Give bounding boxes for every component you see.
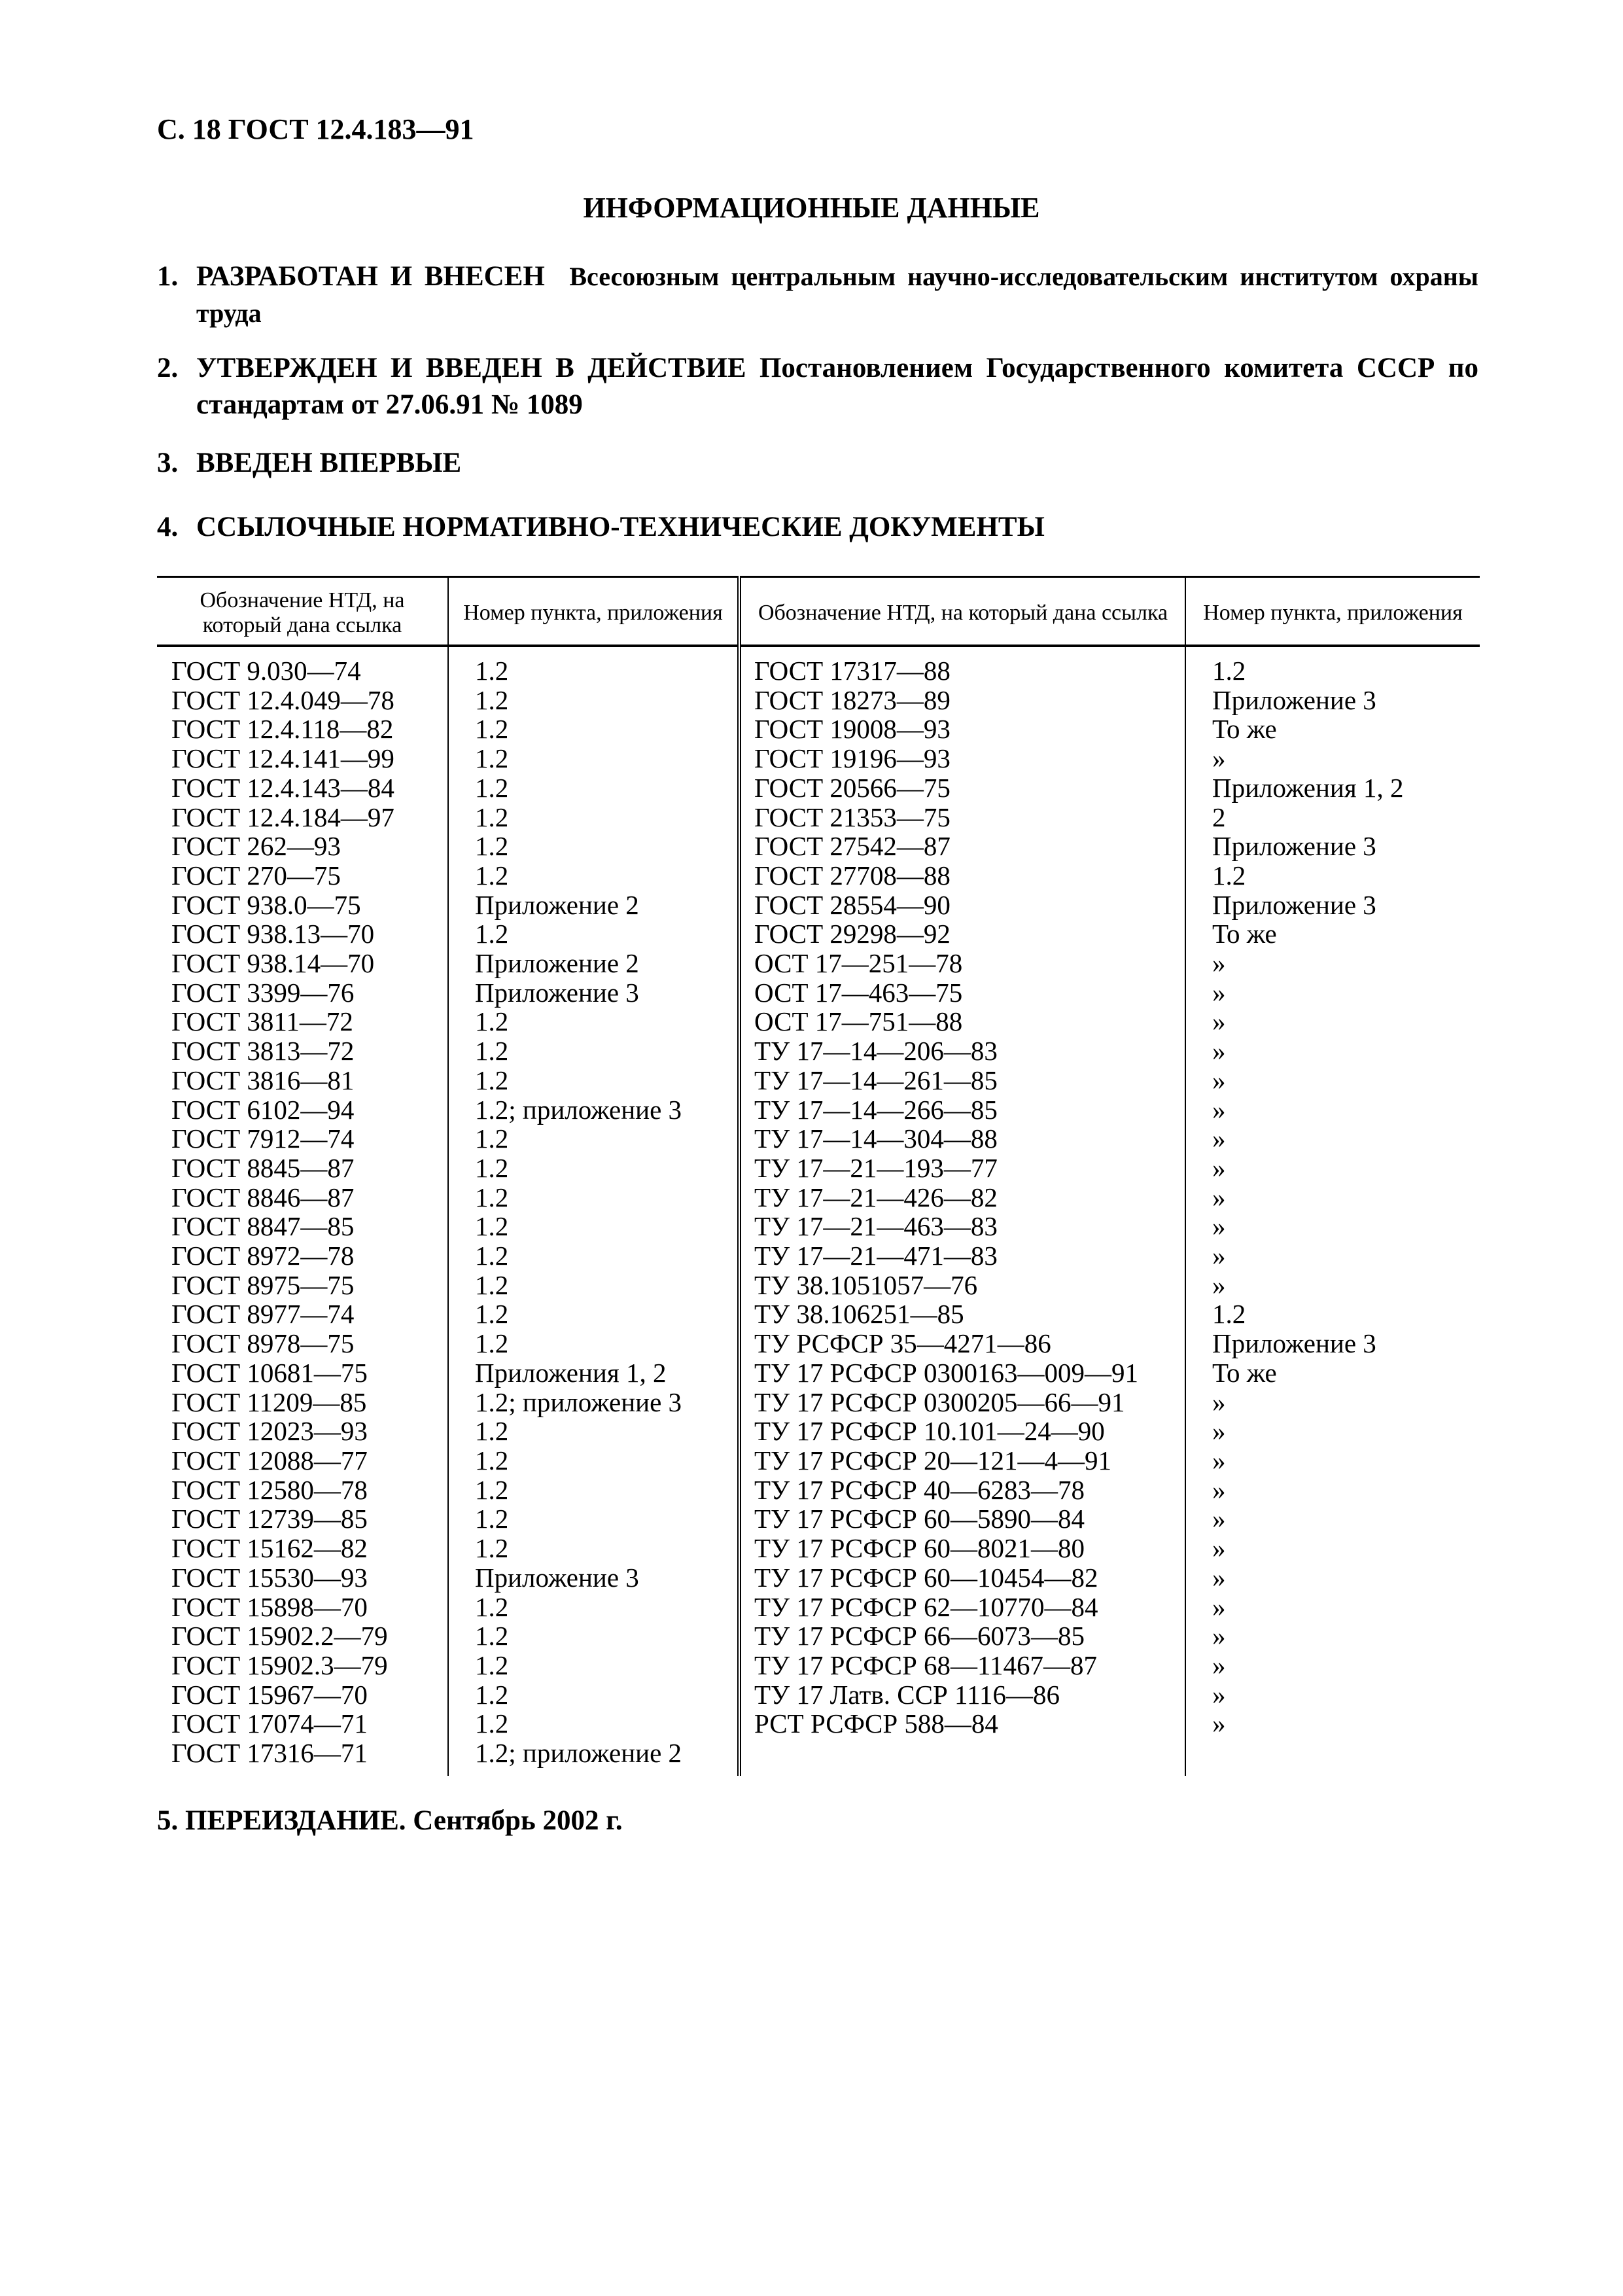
clause-cell: » [1185, 744, 1480, 773]
clause-cell: » [1185, 1066, 1480, 1095]
clause-cell: » [1185, 1183, 1480, 1212]
item-body [196, 445, 1478, 482]
ntd-cell: ТУ РСФСР 35—4271—86 [739, 1329, 1185, 1358]
table-row [157, 1095, 1480, 1125]
ntd-cell: ГОСТ 8975—75 [171, 1269, 355, 1300]
clause-cell: То же [1185, 715, 1480, 744]
item-number: 3. [157, 448, 179, 478]
clause-cell: » [1185, 1007, 1480, 1036]
ntd-cell [739, 1739, 1185, 1776]
ntd-cell: ГОСТ 938.14—70 [171, 948, 375, 979]
header-clause-left: Номер пункта, приложения [448, 577, 739, 646]
clause-cell: » [1185, 1417, 1480, 1446]
table-header-row [157, 577, 1480, 646]
table-row [157, 1183, 1480, 1212]
clause-cell: » [1185, 978, 1480, 1008]
ntd-cell: ТУ 17 РСФСР 0300163—009—91 [739, 1358, 1185, 1388]
ntd-cell: ТУ 17—21—471—83 [739, 1241, 1185, 1271]
ntd-cell: ТУ 17—14—206—83 [739, 1036, 1185, 1066]
clause-cell: 1.2 [448, 1036, 739, 1066]
ntd-cell: ГОСТ 8978—75 [171, 1328, 355, 1359]
table-row [157, 1651, 1480, 1680]
clause-cell: » [1185, 1271, 1480, 1300]
clause-cell: » [1185, 1504, 1480, 1534]
item-1 [157, 258, 1478, 332]
ntd-cell: ГОСТ 15162—82 [171, 1533, 368, 1564]
ntd-cell: ГОСТ 270—75 [171, 860, 341, 891]
table-row [157, 891, 1480, 920]
item-number: 2. [157, 353, 179, 383]
ntd-cell: ГОСТ 29298—92 [739, 919, 1185, 949]
clause-cell: » [1185, 949, 1480, 978]
table-row [157, 1709, 1480, 1739]
item-number: 1. [157, 261, 179, 292]
clause-cell: » [1185, 1241, 1480, 1271]
ntd-cell: ОСТ 17—751—88 [739, 1007, 1185, 1036]
clause-cell: 1.2 [448, 1504, 739, 1534]
clause-cell: 1.2 [448, 1241, 739, 1271]
ntd-cell: ГОСТ 12088—77 [171, 1445, 368, 1475]
clause-cell: 1.2 [448, 1534, 739, 1563]
table-row [157, 1299, 1480, 1329]
table-row [157, 1621, 1480, 1651]
clause-cell: » [1185, 1212, 1480, 1241]
ntd-cell: ГОСТ 17074—71 [171, 1708, 368, 1739]
page-header: С. 18 ГОСТ 12.4.183—91 [157, 113, 474, 145]
clause-cell: 1.2 [448, 1124, 739, 1154]
clause-cell: 1.2 [448, 686, 739, 715]
table-row [157, 1154, 1480, 1183]
clause-cell: Приложение 3 [1185, 832, 1480, 861]
ntd-cell: ГОСТ 15898—70 [171, 1591, 368, 1622]
table-row [157, 1680, 1480, 1710]
clause-cell: 1.2 [448, 1299, 739, 1329]
clause-cell: » [1185, 1709, 1480, 1739]
clause-cell: 1.2 [448, 1271, 739, 1300]
clause-cell: Приложения 1, 2 [448, 1358, 739, 1388]
ntd-cell: РСТ РСФСР 588—84 [739, 1709, 1185, 1739]
clause-cell: 1.2 [448, 803, 739, 832]
clause-cell: 1.2 [448, 1183, 739, 1212]
table-row [157, 1563, 1480, 1593]
ntd-cell: ГОСТ 12023—93 [171, 1416, 368, 1447]
clause-cell: 1.2 [448, 773, 739, 803]
ntd-cell: ТУ 17—14—304—88 [739, 1124, 1185, 1154]
ntd-cell: ГОСТ 12739—85 [171, 1504, 368, 1534]
clause-cell: То же [1185, 919, 1480, 949]
item-3 [157, 445, 1478, 482]
table-row [157, 1446, 1480, 1475]
clause-cell: 1.2 [448, 646, 739, 686]
ntd-cell: ГОСТ 3811—72 [171, 1006, 353, 1037]
ntd-cell: ГОСТ 17317—88 [739, 646, 1185, 686]
table-row [157, 949, 1480, 978]
ntd-cell: ТУ 17—21—463—83 [739, 1212, 1185, 1241]
clause-cell: 1.2 [448, 919, 739, 949]
ntd-cell: ТУ 17—14—261—85 [739, 1066, 1185, 1095]
clause-cell: 1.2 [448, 1680, 739, 1710]
ntd-cell: ГОСТ 19008—93 [739, 715, 1185, 744]
ntd-cell: ГОСТ 15902.3—79 [171, 1650, 388, 1680]
ntd-cell: ГОСТ 3816—81 [171, 1065, 355, 1095]
header-ntd-right: Обозначение НТД, на который дана ссылка [739, 577, 1185, 646]
table-row [157, 1388, 1480, 1417]
ntd-cell: ТУ 38.106251—85 [739, 1299, 1185, 1329]
clause-cell: » [1185, 1680, 1480, 1710]
clause-cell: 1.2 [448, 1007, 739, 1036]
table-row [157, 1241, 1480, 1271]
item-lead: УТВЕРЖДЕН И ВВЕДЕН В ДЕЙСТВИЕ [196, 353, 746, 383]
clause-cell: Приложение 3 [1185, 1329, 1480, 1358]
table-row [157, 861, 1480, 891]
table-row [157, 1417, 1480, 1446]
item-4 [157, 509, 1478, 546]
table-row [157, 715, 1480, 744]
ntd-cell: ТУ 17 РСФСР 62—10770—84 [739, 1593, 1185, 1622]
table-row [157, 686, 1480, 715]
ntd-cell: ТУ 17 РСФСР 60—8021—80 [739, 1534, 1185, 1563]
clause-cell: 1.2 [448, 1417, 739, 1446]
ntd-cell: ТУ 17 РСФСР 60—10454—82 [739, 1563, 1185, 1593]
clause-cell: 1.2 [448, 832, 739, 861]
header-clause-right: Номер пункта, приложения [1185, 577, 1480, 646]
ntd-cell: ОСТ 17—251—78 [739, 949, 1185, 978]
ntd-cell: ГОСТ 27542—87 [739, 832, 1185, 861]
clause-cell: Приложение 3 [448, 1563, 739, 1593]
header-ntd-left: Обозначение НТД, на который дана ссылка [157, 577, 448, 646]
clause-cell: Приложения 1, 2 [1185, 773, 1480, 803]
table-row [157, 1036, 1480, 1066]
ntd-cell: ТУ 17—14—266—85 [739, 1095, 1185, 1125]
clause-cell: » [1185, 1534, 1480, 1563]
item-lead: РАЗРАБОТАН И ВНЕСЕН [196, 261, 545, 292]
clause-cell: 1.2 [448, 1154, 739, 1183]
ntd-cell: ТУ 38.1051057—76 [739, 1271, 1185, 1300]
clause-cell: 1.2; приложение 3 [448, 1095, 739, 1125]
ntd-cell: ТУ 17 РСФСР 66—6073—85 [739, 1621, 1185, 1651]
ntd-cell: ГОСТ 938.0—75 [171, 889, 361, 920]
ntd-cell: ГОСТ 12.4.118—82 [171, 714, 394, 745]
item-5: 5. ПЕРЕИЗДАНИЕ. Сентябрь 2002 г. [157, 1805, 623, 1836]
ntd-cell: ГОСТ 15530—93 [171, 1562, 368, 1593]
ntd-cell: ГОСТ 12.4.049—78 [171, 684, 394, 715]
ntd-cell: ГОСТ 262—93 [171, 831, 341, 862]
item-body [196, 258, 1478, 332]
clause-cell: » [1185, 1446, 1480, 1475]
table-row [157, 1475, 1480, 1505]
clause-cell: 1.2 [448, 744, 739, 773]
ntd-cell: ТУ 17 РСФСР 40—6283—78 [739, 1475, 1185, 1505]
table-row [157, 1271, 1480, 1300]
clause-cell: Приложение 2 [448, 949, 739, 978]
clause-cell: » [1185, 1124, 1480, 1154]
clause-cell: » [1185, 1651, 1480, 1680]
clause-cell [1185, 1739, 1480, 1776]
clause-cell: 1.2 [1185, 646, 1480, 686]
clause-cell: » [1185, 1388, 1480, 1417]
clause-cell: » [1185, 1036, 1480, 1066]
clause-cell: 1.2 [448, 1329, 739, 1358]
item-body [196, 350, 1478, 423]
ntd-cell: ГОСТ 10681—75 [171, 1357, 368, 1388]
ntd-cell: ГОСТ 938.13—70 [171, 919, 375, 949]
table-row [157, 978, 1480, 1008]
ntd-cell: ТУ 17 РСФСР 68—11467—87 [739, 1651, 1185, 1680]
clause-cell: » [1185, 1475, 1480, 1505]
table-row [157, 1534, 1480, 1563]
ntd-cell: ГОСТ 18273—89 [739, 686, 1185, 715]
clause-cell: Приложение 3 [1185, 891, 1480, 920]
ntd-cell: ГОСТ 27708—88 [739, 861, 1185, 891]
clause-cell: 1.2 [448, 1446, 739, 1475]
table-row [157, 803, 1480, 832]
clause-cell: » [1185, 1154, 1480, 1183]
clause-cell: 1.2 [448, 1475, 739, 1505]
clause-cell: 1.2 [448, 1709, 739, 1739]
ntd-cell: ГОСТ 8845—87 [171, 1152, 355, 1183]
clause-cell: Приложение 2 [448, 891, 739, 920]
ntd-cell: ГОСТ 12580—78 [171, 1474, 368, 1505]
ntd-cell: ГОСТ 8972—78 [171, 1241, 355, 1271]
ntd-cell: ГОСТ 15902.2—79 [171, 1621, 388, 1651]
clause-cell: 1.2; приложение 3 [448, 1388, 739, 1417]
ntd-cell: ГОСТ 11209—85 [171, 1386, 367, 1417]
table-body [157, 646, 1480, 1776]
clause-cell: 2 [1185, 803, 1480, 832]
clause-cell: » [1185, 1095, 1480, 1125]
ntd-cell: ГОСТ 3813—72 [171, 1036, 355, 1067]
clause-cell: 1.2 [448, 1651, 739, 1680]
clause-cell: 1.2; приложение 2 [448, 1739, 739, 1776]
clause-cell: 1.2 [448, 1066, 739, 1095]
table-row [157, 1358, 1480, 1388]
ntd-cell: ГОСТ 8847—85 [171, 1211, 355, 1242]
table-row [157, 1593, 1480, 1622]
ntd-cell: ГОСТ 8977—74 [171, 1299, 355, 1330]
clause-cell: 1.2 [448, 861, 739, 891]
item-text: Постановлением Государственного комитета СССР по стандартам от 27.06.91 № 1089 [196, 353, 1478, 420]
ntd-cell: ГОСТ 8846—87 [171, 1182, 355, 1212]
clause-cell: 1.2 [1185, 861, 1480, 891]
ntd-cell: ГОСТ 12.4.143—84 [171, 772, 394, 803]
table-row [157, 1504, 1480, 1534]
clause-cell: Приложение 3 [448, 978, 739, 1008]
ntd-cell: ТУ 17—21—426—82 [739, 1183, 1185, 1212]
ntd-cell: ГОСТ 15967—70 [171, 1679, 368, 1710]
ntd-cell: ТУ 17—21—193—77 [739, 1154, 1185, 1183]
table-row [157, 1124, 1480, 1154]
ntd-cell: ГОСТ 20566—75 [739, 773, 1185, 803]
ntd-cell: ГОСТ 6102—94 [171, 1094, 355, 1125]
ntd-cell: ТУ 17 Латв. ССР 1116—86 [739, 1680, 1185, 1710]
item-lead: ВВЕДЕН ВПЕРВЫЕ [196, 448, 462, 478]
table-row [157, 773, 1480, 803]
clause-cell: Приложение 3 [1185, 686, 1480, 715]
ntd-cell: ГОСТ 12.4.141—99 [171, 743, 394, 774]
clause-cell: » [1185, 1593, 1480, 1622]
ntd-cell: ГОСТ 19196—93 [739, 744, 1185, 773]
references-table [157, 576, 1480, 1776]
clause-cell: 1.2 [448, 1621, 739, 1651]
ntd-cell: ТУ 17 РСФСР 60—5890—84 [739, 1504, 1185, 1534]
ntd-cell: ТУ 17 РСФСР 20—121—4—91 [739, 1446, 1185, 1475]
ntd-cell: ГОСТ 3399—76 [171, 977, 355, 1008]
ntd-cell: ОСТ 17—463—75 [739, 978, 1185, 1008]
ntd-cell: ГОСТ 7912—74 [171, 1123, 355, 1154]
table-row [157, 832, 1480, 861]
table-row [157, 1007, 1480, 1036]
clause-cell: 1.2 [1185, 1299, 1480, 1329]
ntd-cell: ТУ 17 РСФСР 10.101—24—90 [739, 1417, 1185, 1446]
item-lead: ССЫЛОЧНЫЕ НОРМАТИВНО-ТЕХНИЧЕСКИЕ ДОКУМЕНТЫ [196, 512, 1045, 542]
table-row [157, 744, 1480, 773]
ntd-cell: ГОСТ 9.030—74 [171, 656, 361, 686]
table-row [157, 1212, 1480, 1241]
clause-cell: » [1185, 1621, 1480, 1651]
table-row [157, 1739, 1480, 1776]
item-body [196, 509, 1478, 546]
ntd-cell: ГОСТ 21353—75 [739, 803, 1185, 832]
clause-cell: » [1185, 1563, 1480, 1593]
item-number: 4. [157, 512, 179, 542]
clause-cell: 1.2 [448, 1212, 739, 1241]
table-row [157, 1329, 1480, 1358]
page-title: ИНФОРМАЦИОННЫЕ ДАННЫЕ [583, 192, 1040, 224]
clause-cell: То же [1185, 1358, 1480, 1388]
clause-cell: 1.2 [448, 715, 739, 744]
table-row [157, 919, 1480, 949]
ntd-cell: ГОСТ 12.4.184—97 [171, 802, 394, 832]
table-row [157, 646, 1480, 686]
item-text: Всесоюзным центральным научно-исследовательским институтом охраны труда [196, 262, 1478, 328]
ntd-cell: ТУ 17 РСФСР 0300205—66—91 [739, 1388, 1185, 1417]
item-2 [157, 350, 1478, 423]
clause-cell: 1.2 [448, 1593, 739, 1622]
ntd-cell: ГОСТ 28554—90 [739, 891, 1185, 920]
table-row [157, 1066, 1480, 1095]
ntd-cell: ГОСТ 17316—71 [171, 1738, 368, 1769]
